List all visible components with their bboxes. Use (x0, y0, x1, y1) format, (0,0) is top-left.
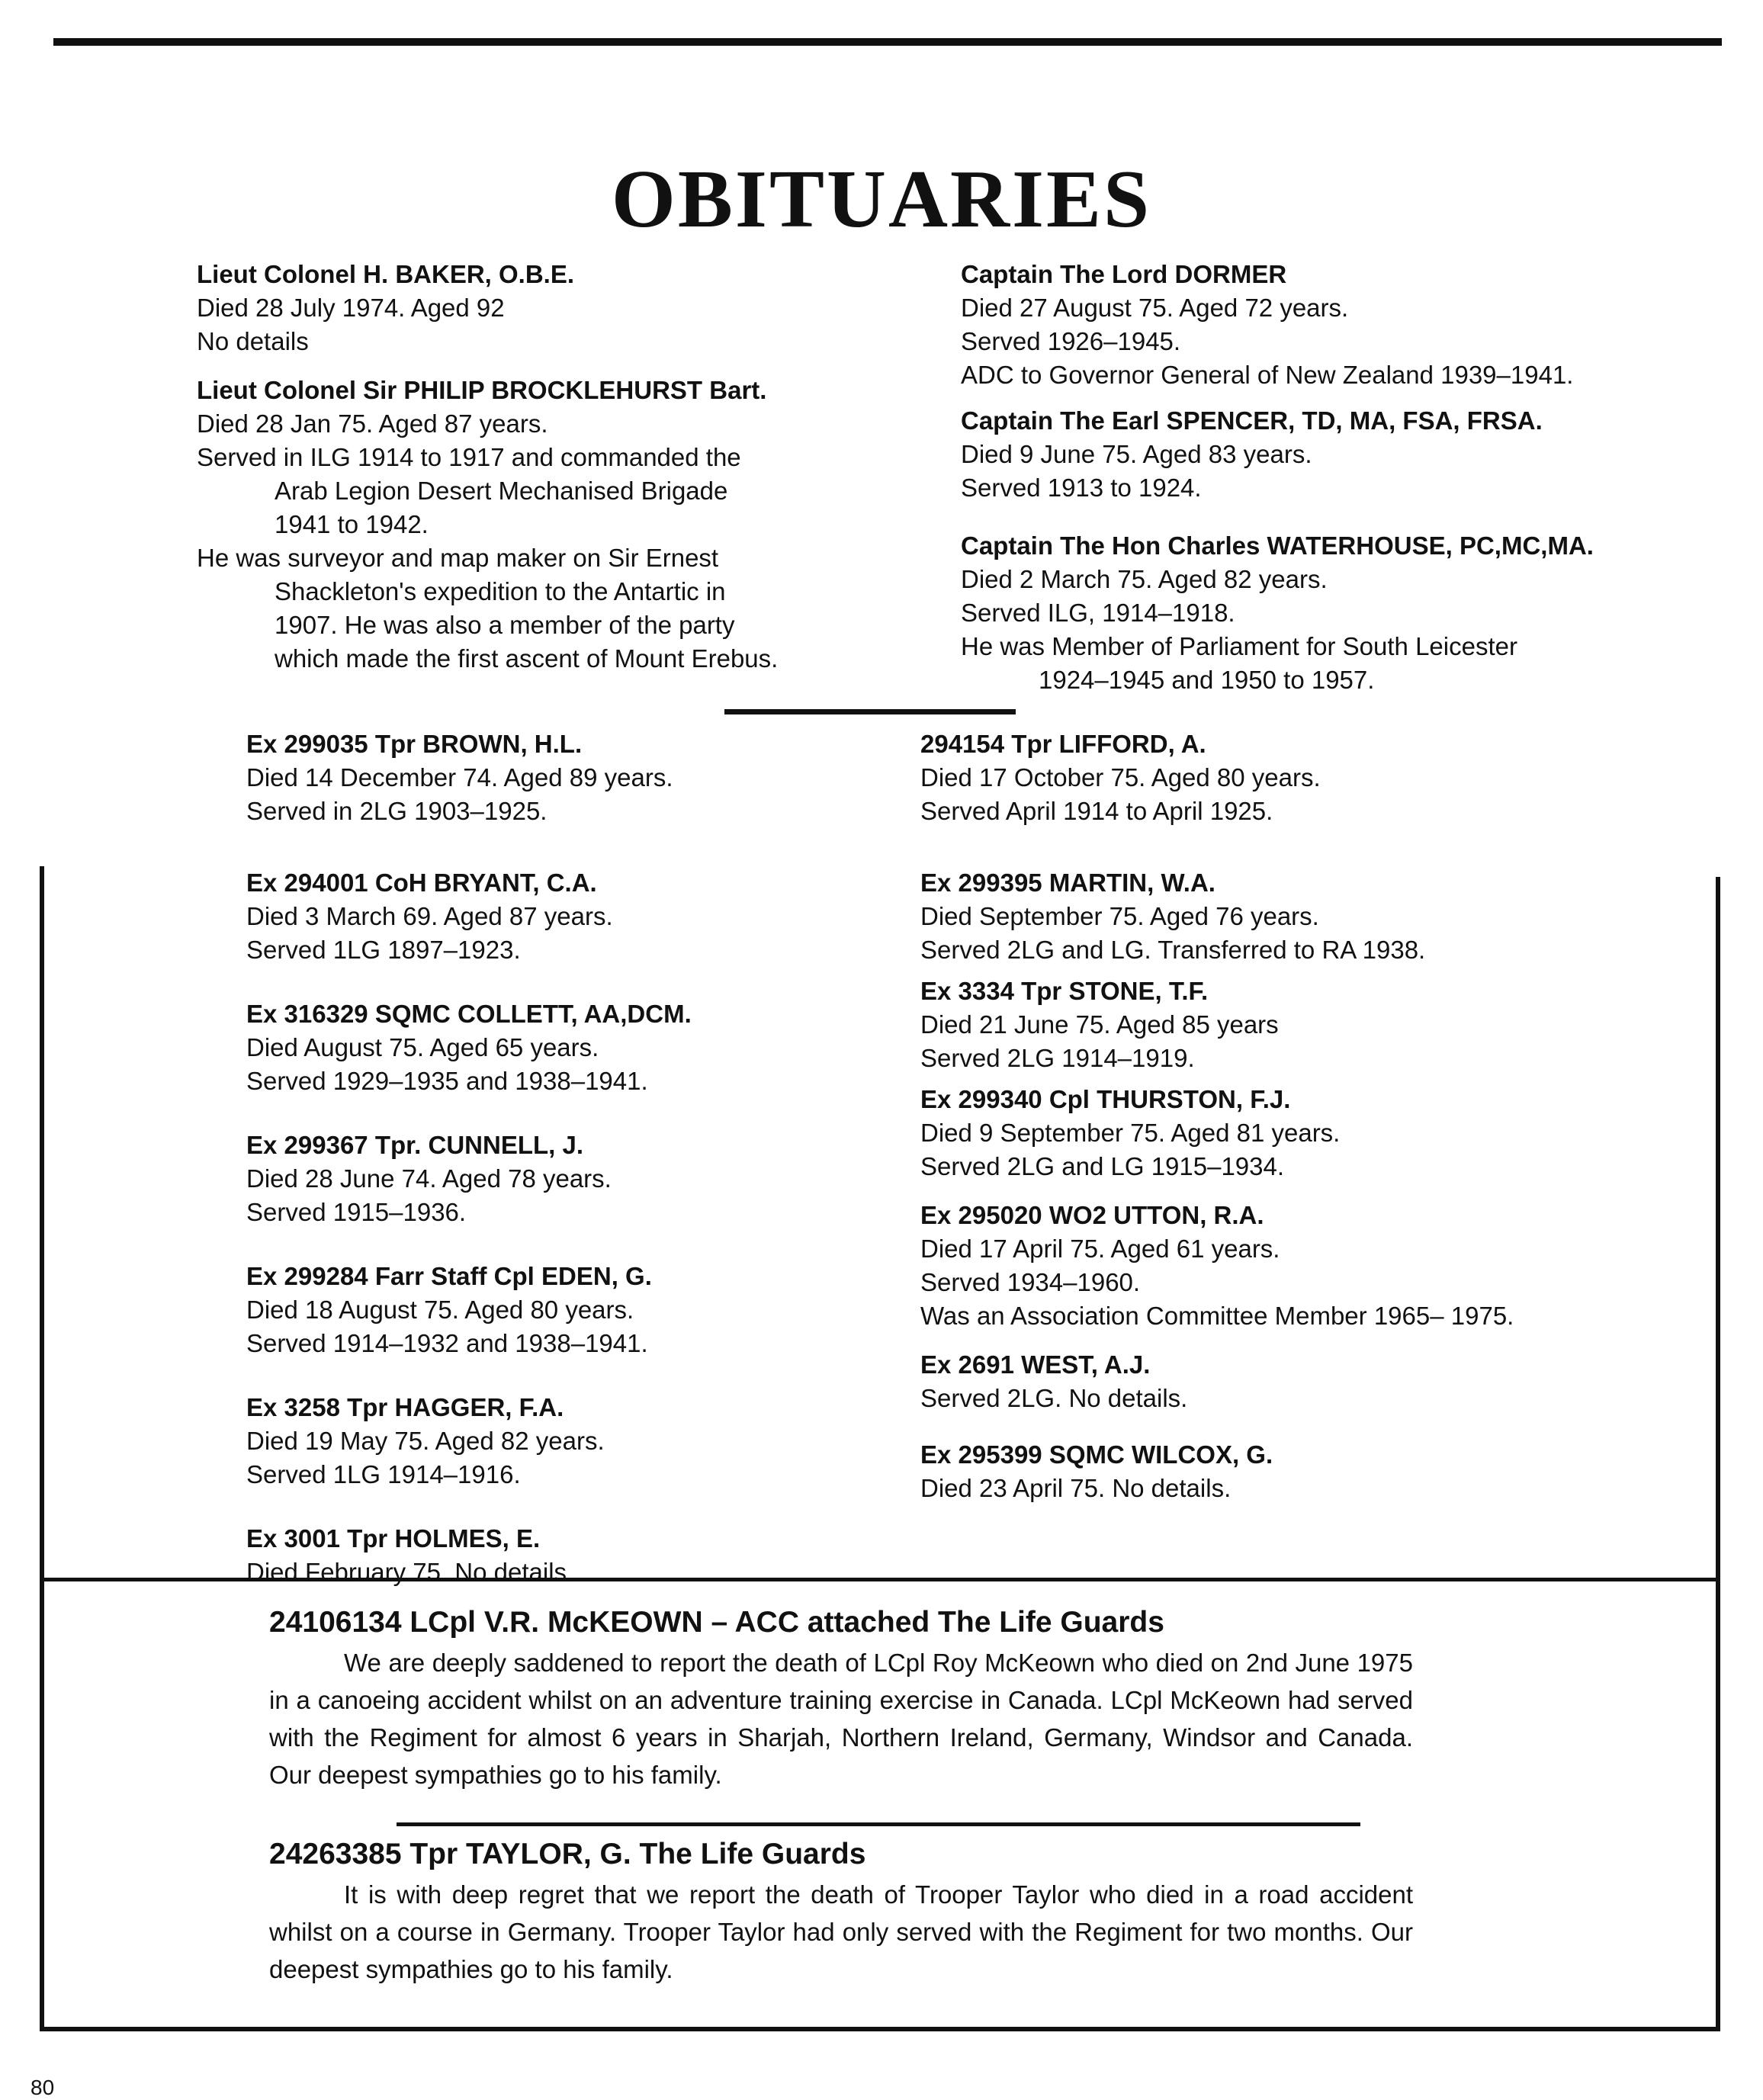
entry-detail: Died 19 May 75. Aged 82 years. (246, 1427, 605, 1455)
entry-detail: 1924–1945 and 1950 to 1957. (1039, 666, 1375, 694)
entry-name: Captain The Earl SPENCER, TD, MA, FSA, FRSA. (961, 406, 1543, 435)
entry-name: Ex 3334 Tpr STONE, T.F. (920, 977, 1209, 1005)
entry-detail: Died 21 June 75. Aged 85 years (920, 1010, 1279, 1039)
entry-detail: He was surveyor and map maker on Sir Ernest (197, 544, 719, 572)
entry-detail: Served 2LG 1914–1919. (920, 1044, 1195, 1072)
entry-detail: Was an Association Committee Member 1965– 1975. (920, 1302, 1514, 1330)
serving-obituary-taylor (269, 1833, 1413, 1988)
entry-detail: Died 18 August 75. Aged 80 years. (246, 1296, 634, 1324)
entry-detail: Served 1914–1932 and 1938–1941. (246, 1329, 648, 1357)
obituary-entry (961, 258, 1731, 392)
entry-name: Ex 295399 SQMC WILCOX, G. (920, 1440, 1273, 1469)
officers-right-column (961, 258, 1731, 697)
entry-detail: Died February 75. No details. (246, 1558, 574, 1586)
entry-name: Ex 299340 Cpl THURSTON, F.J. (920, 1085, 1291, 1113)
serving-obituary-mckeown (269, 1601, 1413, 1793)
obituary-entry (920, 1199, 1691, 1333)
entry-detail: Died September 75. Aged 76 years. (920, 902, 1319, 930)
entry-detail: Died 3 March 69. Aged 87 years. (246, 902, 613, 930)
entry-detail: Served 1934–1960. (920, 1268, 1141, 1296)
entry-detail: ADC to Governor General of New Zealand 1939–1941. (961, 361, 1574, 389)
entry-name: Ex 299035 Tpr BROWN, H.L. (246, 730, 583, 758)
entry-detail: Died 28 Jan 75. Aged 87 years. (197, 409, 548, 438)
ranks-right-column (920, 727, 1691, 1505)
obituary-entry (246, 1391, 917, 1492)
officers-left-column (197, 258, 868, 676)
entry-name: Ex 299367 Tpr. CUNNELL, J. (246, 1131, 584, 1159)
serving-heading: 24263385 Tpr TAYLOR, G. The Life Guards (269, 1838, 866, 1870)
ranks-left-column (246, 727, 917, 1589)
entry-detail: Arab Legion Desert Mechanised Brigade (275, 477, 728, 505)
entry-detail: No details (197, 327, 309, 355)
entry-detail: Served 2LG and LG. Transferred to RA 1938. (920, 936, 1426, 964)
entry-name: Ex 2691 WEST, A.J. (920, 1350, 1151, 1379)
entry-detail: Died 23 April 75. No details. (920, 1474, 1232, 1502)
entry-name: Ex 295020 WO2 UTTON, R.A. (920, 1201, 1264, 1229)
serving-divider (397, 1822, 1360, 1826)
serving-heading: 24106134 LCpl V.R. McKEOWN – ACC attached The Life Guards (269, 1606, 1164, 1639)
entry-detail: He was Member of Parliament for South Leicester (961, 632, 1517, 660)
entry-detail: Died 9 June 75. Aged 83 years. (961, 440, 1312, 468)
entry-detail: Died August 75. Aged 65 years. (246, 1033, 599, 1061)
entry-detail: Served 1915–1936. (246, 1198, 467, 1226)
entry-detail: Served 2LG and LG 1915–1934. (920, 1152, 1285, 1180)
entry-name: Ex 3258 Tpr HAGGER, F.A. (246, 1393, 564, 1421)
entry-detail: Died 28 June 74. Aged 78 years. (246, 1164, 612, 1193)
obituary-entry (920, 866, 1691, 967)
obituary-entry (246, 1522, 917, 1589)
entry-detail: Served 1LG 1914–1916. (246, 1460, 521, 1488)
entry-detail: Shackleton's expedition to the Antartic in (275, 577, 726, 605)
entry-detail: Served 1913 to 1924. (961, 474, 1202, 502)
obituary-entry (246, 866, 917, 967)
box-bottom-rule (40, 2027, 1720, 2031)
entry-detail: Served in 2LG 1903–1925. (246, 797, 548, 825)
entry-name: Ex 3001 Tpr HOLMES, E. (246, 1524, 541, 1553)
entry-detail: Died 9 September 75. Aged 81 years. (920, 1119, 1341, 1147)
serving-text: We are deeply saddened to report the death of LCpl Roy McKeown who died on 2nd June 1975 in a canoeing accident whilst on an adventure training exercise in Canada. LCpl McKeown had served with the Regiment for almost 6 years in Sharjah, Northern Ireland, Germany, Windsor and Canada. Our deepest sympathies go to his family. (269, 1649, 1413, 1789)
box-left-border (40, 866, 44, 2031)
serving-text: It is with deep regret that we report the death of Trooper Taylor who died in a road accident whilst on a course in Germany. Trooper Taylor had only served with the Regiment for two months. Our deepest sympathies go to his family. (269, 1880, 1413, 1983)
entry-name: 294154 Tpr LIFFORD, A. (920, 730, 1206, 758)
obituary-entry (197, 258, 868, 358)
obituary-entry (961, 529, 1731, 697)
entry-detail: Served 2LG. No details. (920, 1384, 1188, 1412)
obituary-entry (197, 374, 868, 676)
entry-detail: Died 14 December 74. Aged 89 years. (246, 763, 673, 792)
obituary-entry (920, 1083, 1691, 1183)
obituary-entry (246, 727, 917, 828)
entry-detail: Died 27 August 75. Aged 72 years. (961, 294, 1349, 322)
entry-detail: Died 28 July 1974. Aged 92 (197, 294, 505, 322)
entry-detail: 1907. He was also a member of the party (275, 611, 735, 639)
entry-name: Lieut Colonel H. BAKER, O.B.E. (197, 260, 575, 288)
entry-name: Captain The Hon Charles WATERHOUSE, PC,MC,MA. (961, 531, 1594, 560)
entry-name: Ex 316329 SQMC COLLETT, AA,DCM. (246, 1000, 692, 1028)
obituary-entry (961, 404, 1731, 505)
entry-detail: Died 17 October 75. Aged 80 years. (920, 763, 1321, 792)
title-divider (724, 709, 1016, 714)
obituary-entry (246, 997, 917, 1098)
entry-name: Ex 294001 CoH BRYANT, C.A. (246, 869, 597, 897)
entry-detail: Served 1926–1945. (961, 327, 1181, 355)
entry-detail: Served ILG, 1914–1918. (961, 599, 1235, 627)
entry-detail: Served April 1914 to April 1925. (920, 797, 1273, 825)
obituary-entry (920, 727, 1691, 828)
top-rule (53, 38, 1722, 46)
entry-name: Lieut Colonel Sir PHILIP BROCKLEHURST Bart. (197, 376, 767, 404)
box-right-border (1716, 877, 1720, 2031)
entry-detail: Died 17 April 75. Aged 61 years. (920, 1235, 1280, 1263)
entry-detail: Served 1LG 1897–1923. (246, 936, 521, 964)
entry-detail: Served in ILG 1914 to 1917 and commanded the (197, 443, 741, 471)
obituary-entry (920, 975, 1691, 1075)
page-number: 80 (31, 2076, 55, 2099)
obituary-entry (920, 1438, 1691, 1505)
obituary-entry (246, 1129, 917, 1229)
entry-detail: 1941 to 1942. (275, 510, 429, 538)
entry-name: Captain The Lord DORMER (961, 260, 1287, 288)
entry-detail: which made the first ascent of Mount Erebus. (275, 644, 779, 673)
obituary-entry (246, 1260, 917, 1360)
obituary-entry (920, 1348, 1691, 1415)
entry-detail: Served 1929–1935 and 1938–1941. (246, 1067, 648, 1095)
entry-name: Ex 299284 Farr Staff Cpl EDEN, G. (246, 1262, 652, 1290)
entry-detail: Died 2 March 75. Aged 82 years. (961, 565, 1328, 593)
page-title: OBITUARIES (611, 154, 1152, 245)
entry-name: Ex 299395 MARTIN, W.A. (920, 869, 1215, 897)
